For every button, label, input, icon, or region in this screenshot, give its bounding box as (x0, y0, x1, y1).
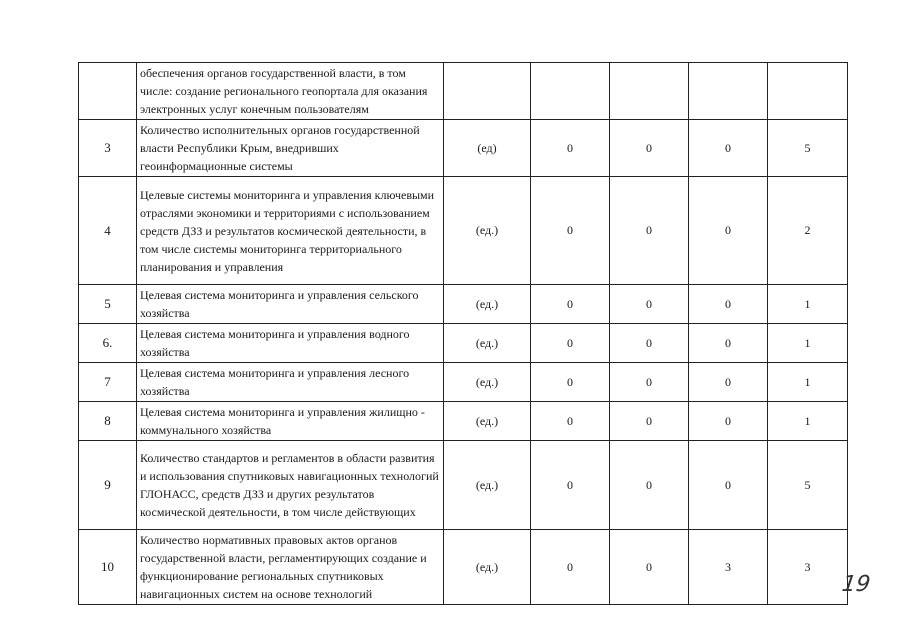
row-number: 5 (79, 285, 137, 324)
row-number: 3 (79, 120, 137, 177)
row-value-3 (689, 63, 768, 120)
page-number: 19 (840, 572, 872, 597)
table-row (79, 402, 848, 441)
row-value-2: 0 (610, 177, 689, 285)
row-value-3: 0 (689, 441, 768, 530)
row-unit: (ед.) (444, 324, 531, 363)
row-number: 8 (79, 402, 137, 441)
row-value-4: 1 (768, 363, 848, 402)
row-value-1 (531, 63, 610, 120)
row-value-2: 0 (610, 120, 689, 177)
row-description: Целевые системы мониторинга и управления ключевыми отраслями экономики и территориями с использованием средств ДЗЗ и результатов космической деятельности, в том числе системы мониторинга территориального планирования и управления (137, 177, 444, 285)
row-value-4: 1 (768, 285, 848, 324)
row-unit: (ед.) (444, 177, 531, 285)
table-row (79, 441, 848, 530)
row-value-2 (610, 63, 689, 120)
row-value-1: 0 (531, 530, 610, 605)
row-number: 9 (79, 441, 137, 530)
table-row (79, 177, 848, 285)
table-row (79, 363, 848, 402)
row-unit: (ед.) (444, 285, 531, 324)
row-description: Целевая система мониторинга и управления лесного хозяйства (137, 363, 444, 402)
row-unit: (ед) (444, 120, 531, 177)
row-value-3: 0 (689, 324, 768, 363)
row-value-2: 0 (610, 402, 689, 441)
row-value-3: 0 (689, 177, 768, 285)
row-unit: (ед.) (444, 530, 531, 605)
row-number: 6. (79, 324, 137, 363)
row-value-2: 0 (610, 363, 689, 402)
row-value-1: 0 (531, 363, 610, 402)
row-description: Количество стандартов и регламентов в области развития и использования спутниковых навигационных технологий ГЛОНАСС, средств ДЗЗ и других результатов космической деятельности, в том числе действующих (137, 441, 444, 530)
row-unit: (ед.) (444, 363, 531, 402)
row-description: Целевая система мониторинга и управления жилищно - коммунального хозяйства (137, 402, 444, 441)
row-value-1: 0 (531, 177, 610, 285)
row-unit: (ед.) (444, 402, 531, 441)
row-value-1: 0 (531, 402, 610, 441)
row-value-1: 0 (531, 120, 610, 177)
table-row (79, 120, 848, 177)
row-description: Целевая система мониторинга и управления водного хозяйства (137, 324, 444, 363)
row-value-4: 2 (768, 177, 848, 285)
indicator-table (78, 62, 848, 605)
row-unit (444, 63, 531, 120)
row-description: Количество исполнительных органов государственной власти Республики Крым, внедривших геоинформационные системы (137, 120, 444, 177)
row-value-4 (768, 63, 848, 120)
row-value-2: 0 (610, 285, 689, 324)
row-value-3: 0 (689, 363, 768, 402)
row-number (79, 63, 137, 120)
row-value-1: 0 (531, 285, 610, 324)
row-value-4: 1 (768, 324, 848, 363)
row-value-3: 3 (689, 530, 768, 605)
row-value-4: 5 (768, 441, 848, 530)
row-value-4: 5 (768, 120, 848, 177)
row-value-2: 0 (610, 324, 689, 363)
row-value-4: 1 (768, 402, 848, 441)
row-value-1: 0 (531, 441, 610, 530)
row-number: 7 (79, 363, 137, 402)
row-number: 4 (79, 177, 137, 285)
row-description: обеспечения органов государственной власти, в том числе: создание регионального геопортала для оказания электронных услуг конечным пользователям (137, 63, 444, 120)
row-value-1: 0 (531, 324, 610, 363)
row-value-3: 0 (689, 285, 768, 324)
row-description: Количество нормативных правовых актов органов государственной власти, регламентирующих создание и функционирование региональных спутниковых навигационных систем на основе технологий (137, 530, 444, 605)
table-row (79, 324, 848, 363)
row-unit: (ед.) (444, 441, 531, 530)
table-row (79, 285, 848, 324)
row-value-2: 0 (610, 441, 689, 530)
row-value-2: 0 (610, 530, 689, 605)
table-row (79, 63, 848, 120)
table-row (79, 530, 848, 605)
row-value-3: 0 (689, 120, 768, 177)
row-value-3: 0 (689, 402, 768, 441)
row-number: 10 (79, 530, 137, 605)
row-description: Целевая система мониторинга и управления сельского хозяйства (137, 285, 444, 324)
row-value-4: 3 (768, 530, 848, 605)
